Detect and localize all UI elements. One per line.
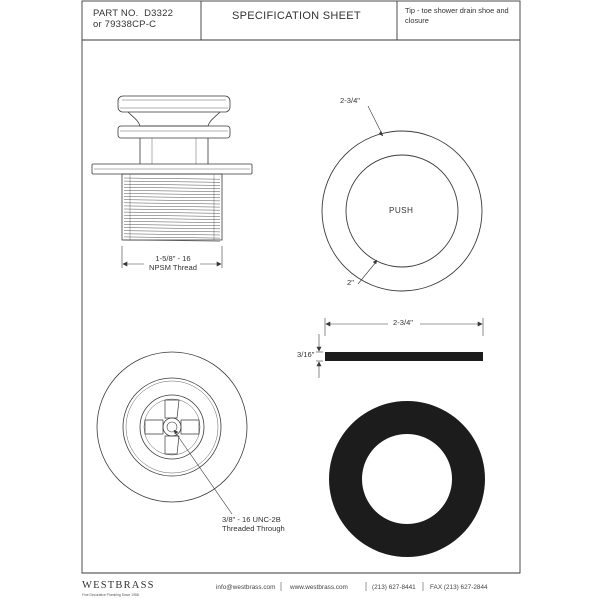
product-description: Tip - toe shower drain shoe and closure [405, 6, 509, 25]
drain-thread-size: 1-5/8" - 16 [155, 254, 191, 263]
stud-thread-size: 3/8" - 16 UNC-2B [222, 515, 281, 524]
gasket-top-view [329, 401, 485, 557]
center-stud [163, 418, 181, 436]
gasket-ring [329, 401, 485, 557]
thread-lines [124, 178, 220, 241]
flange-inner-circle [123, 378, 221, 476]
drain-thread-label [138, 255, 208, 272]
cap-diameter-label: 2-3/4" [340, 96, 361, 105]
part-number: D3322 [144, 8, 174, 19]
drain-flange-ring [118, 126, 230, 138]
stud-thread-note: Threaded Through [222, 523, 285, 533]
footer-website[interactable]: www.westbrass.com [290, 584, 348, 591]
cap-inner-diameter-label: 2" [347, 278, 354, 287]
part-label: PART NO. [93, 8, 139, 19]
drain-cap-top [118, 96, 230, 112]
footer-fax: FAX (213) 627-2844 [430, 584, 488, 591]
drain-cap-neck [128, 112, 220, 126]
alt-part-number: or 79338CP-C [93, 18, 157, 30]
sheet-title: SPECIFICATION SHEET [232, 10, 361, 22]
stud-thread-label [222, 516, 285, 533]
drain-flange-top-view [97, 352, 247, 514]
gasket-profile-bar [325, 352, 483, 361]
gasket-thickness-label: 3/16" [297, 350, 315, 359]
strainer-cross [145, 400, 199, 454]
drain-thread-type: NPSM Thread [149, 262, 197, 272]
strainer-ring [140, 395, 204, 459]
flange-outer-circle [97, 352, 247, 502]
footer-phone: (213) 627-8441 [372, 584, 416, 591]
part-number-block [93, 9, 173, 31]
drain-body-side-view [92, 96, 252, 241]
footer-email[interactable]: info@westbrass.com [216, 584, 276, 591]
cap-top-view [322, 106, 482, 291]
brand-logo: WESTBRASS [82, 580, 155, 591]
brand-tagline: Fine Decorative Plumbing Since 1958 [82, 593, 139, 597]
gasket-width-label: 2-3/4" [393, 318, 414, 327]
cap-push-label: PUSH [389, 206, 414, 215]
